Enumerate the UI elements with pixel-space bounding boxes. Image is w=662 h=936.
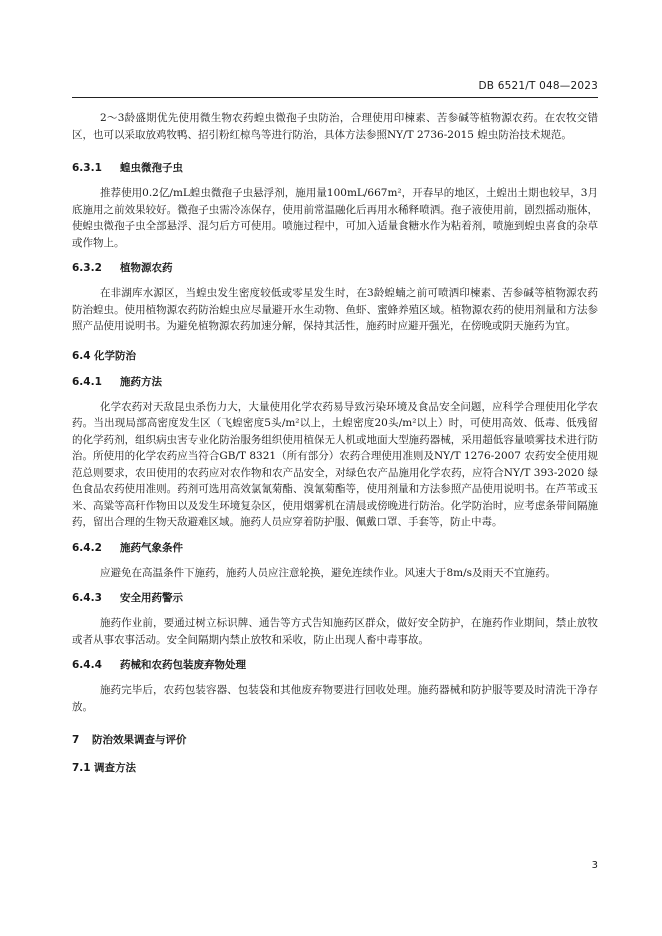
paragraph-6-3-2: 在非湖库水源区，当蝗虫发生密度较低或零星发生时，在3龄蝗蝻之前可喷洒印楝素、苦参碱等植物源农药防治蝗虫。使用植物源农药防治蝗虫应尽量避开水生动物、鱼虾、蜜蜂养殖区域。植物源农药的使用剂量和方法参照产品使用说明书。为避免植物源农药加速分解，保持其活性，施药时应避开强光，在傍晚或阴天施药为宜。: [72, 287, 598, 332]
paragraph-6-3-1: 推荐使用0.2亿/mL蝗虫微孢子虫悬浮剂，施用量100mL/667m²，开春早的地区，土蝗出土期也较早，3月底施用之前效果较好。微孢子虫需冷冻保存，使用前常温融化后再用水稀释喷洒。孢子液使用前，剧烈摇动瓶体，使蝗虫微孢子虫全部悬浮、混匀后方可使用。喷施过程中，可加入适量食糖水作为粘着剂，喷施到蝗虫喜食的杂草或作物上。: [72, 187, 598, 249]
heading-title: 施药气象条件: [120, 541, 183, 554]
document-body: [72, 100, 598, 775]
heading-number: 6.4.3: [72, 592, 102, 604]
paragraph-6-4-2: 应避免在高温条件下施药，施药人员应注意轮换，避免连续作业。风速大于8m/s及雨天不宜施药。: [100, 566, 557, 579]
heading-6-4-4: [72, 658, 598, 672]
header-rule: [72, 97, 598, 98]
heading-6-4-3: [72, 591, 598, 605]
paragraph-6-4-3: 施药作业前，要通过树立标识牌、通告等方式告知施药区群众，做好安全防护，在施药作业期间，禁止放牧或者从事农事活动。安全间隔期内禁止放牧和采收，防止出现人畜中毒事故。: [72, 617, 598, 646]
heading-number: 6.4.4: [72, 659, 102, 671]
heading-number: 6.4: [72, 349, 91, 362]
heading-6-4: [72, 349, 598, 363]
heading-number: 6.4.2: [72, 541, 102, 554]
heading-title: 安全用药警示: [120, 592, 183, 604]
heading-number: 6.4.1: [72, 375, 102, 388]
heading-number: 6.3.2: [72, 262, 102, 274]
paragraph-6-4-4: 施药完毕后，农药包装容器、包装袋和其他废弃物要进行回收处理。施药器械和防护服等要及时清洗干净存放。: [72, 684, 598, 713]
heading-title: 施药方法: [120, 375, 162, 388]
heading-title: 调查方法: [94, 762, 136, 774]
heading-title: 药械和农药包装废弃物处理: [120, 659, 246, 671]
heading-title: 化学防治: [94, 349, 136, 362]
heading-6-4-1: [72, 375, 598, 389]
heading-title: 植物源农药: [120, 262, 173, 274]
heading-number: 6.3.1: [72, 162, 102, 174]
heading-number: 7.1: [72, 762, 91, 774]
heading-number: 7: [72, 734, 80, 746]
intro-paragraph: 2～3龄盛期优先使用微生物农药蝗虫微孢子虫防治，合理使用印楝素、苦参碱等植物源农药。在农牧交错区，也可以采取放鸡牧鸭、招引粉红椋鸟等进行防治，具体方法参照NY/T 2736-2015 蝗虫防治技术规范。: [72, 112, 598, 141]
heading-6-3-2: [72, 261, 598, 275]
doc-code: DB 6521/T 048—2023: [478, 80, 598, 92]
heading-title: 防治效果调查与评价: [92, 734, 187, 746]
heading-7: [72, 733, 598, 747]
page-number: 3: [591, 860, 598, 871]
heading-7-1: [72, 761, 598, 775]
heading-6-3-1: [72, 161, 598, 175]
paragraph-6-4-1: 化学农药对天敌昆虫杀伤力大，大量使用化学农药易导致污染环境及食品安全问题，应科学合理使用化学农药。当出现局部高密度发生区（飞蝗密度5头/m²以上，土蝗密度20头/m²以上）时，可使用高效、低毒、低残留的化学药剂，组织病虫害专业化防治服务组织使用植保无人机或地面大型施药器械，采用超低容量喷雾技术进行防治。所使用的化学农药应当符合GB/T 8321（所有部分）农药合理使用准则及NY/T 1276-2007 农药安全使用规范总则要求，农田使用的农药应对农作物和农产品安全，对绿色农产品施用化学农药，应符合NY/T 393-2020 绿色食品农药使用准则。药剂可选用高效氯氰菊酯、溴氰菊酯等，使用剂量和方法参照产品使用说明书。在芦苇或玉米、高粱等高秆作物田以及发生环境复杂区，使用烟雾机在清晨或傍晚进行防治。化学防治时，应考虑条带间隔施药，留出合理的生物天敌避难区域。施药人员应穿着防护服、佩戴口罩、手套等，防止中毒。: [72, 400, 598, 528]
heading-title: 蝗虫微孢子虫: [120, 162, 183, 174]
heading-6-4-2: [72, 541, 598, 555]
